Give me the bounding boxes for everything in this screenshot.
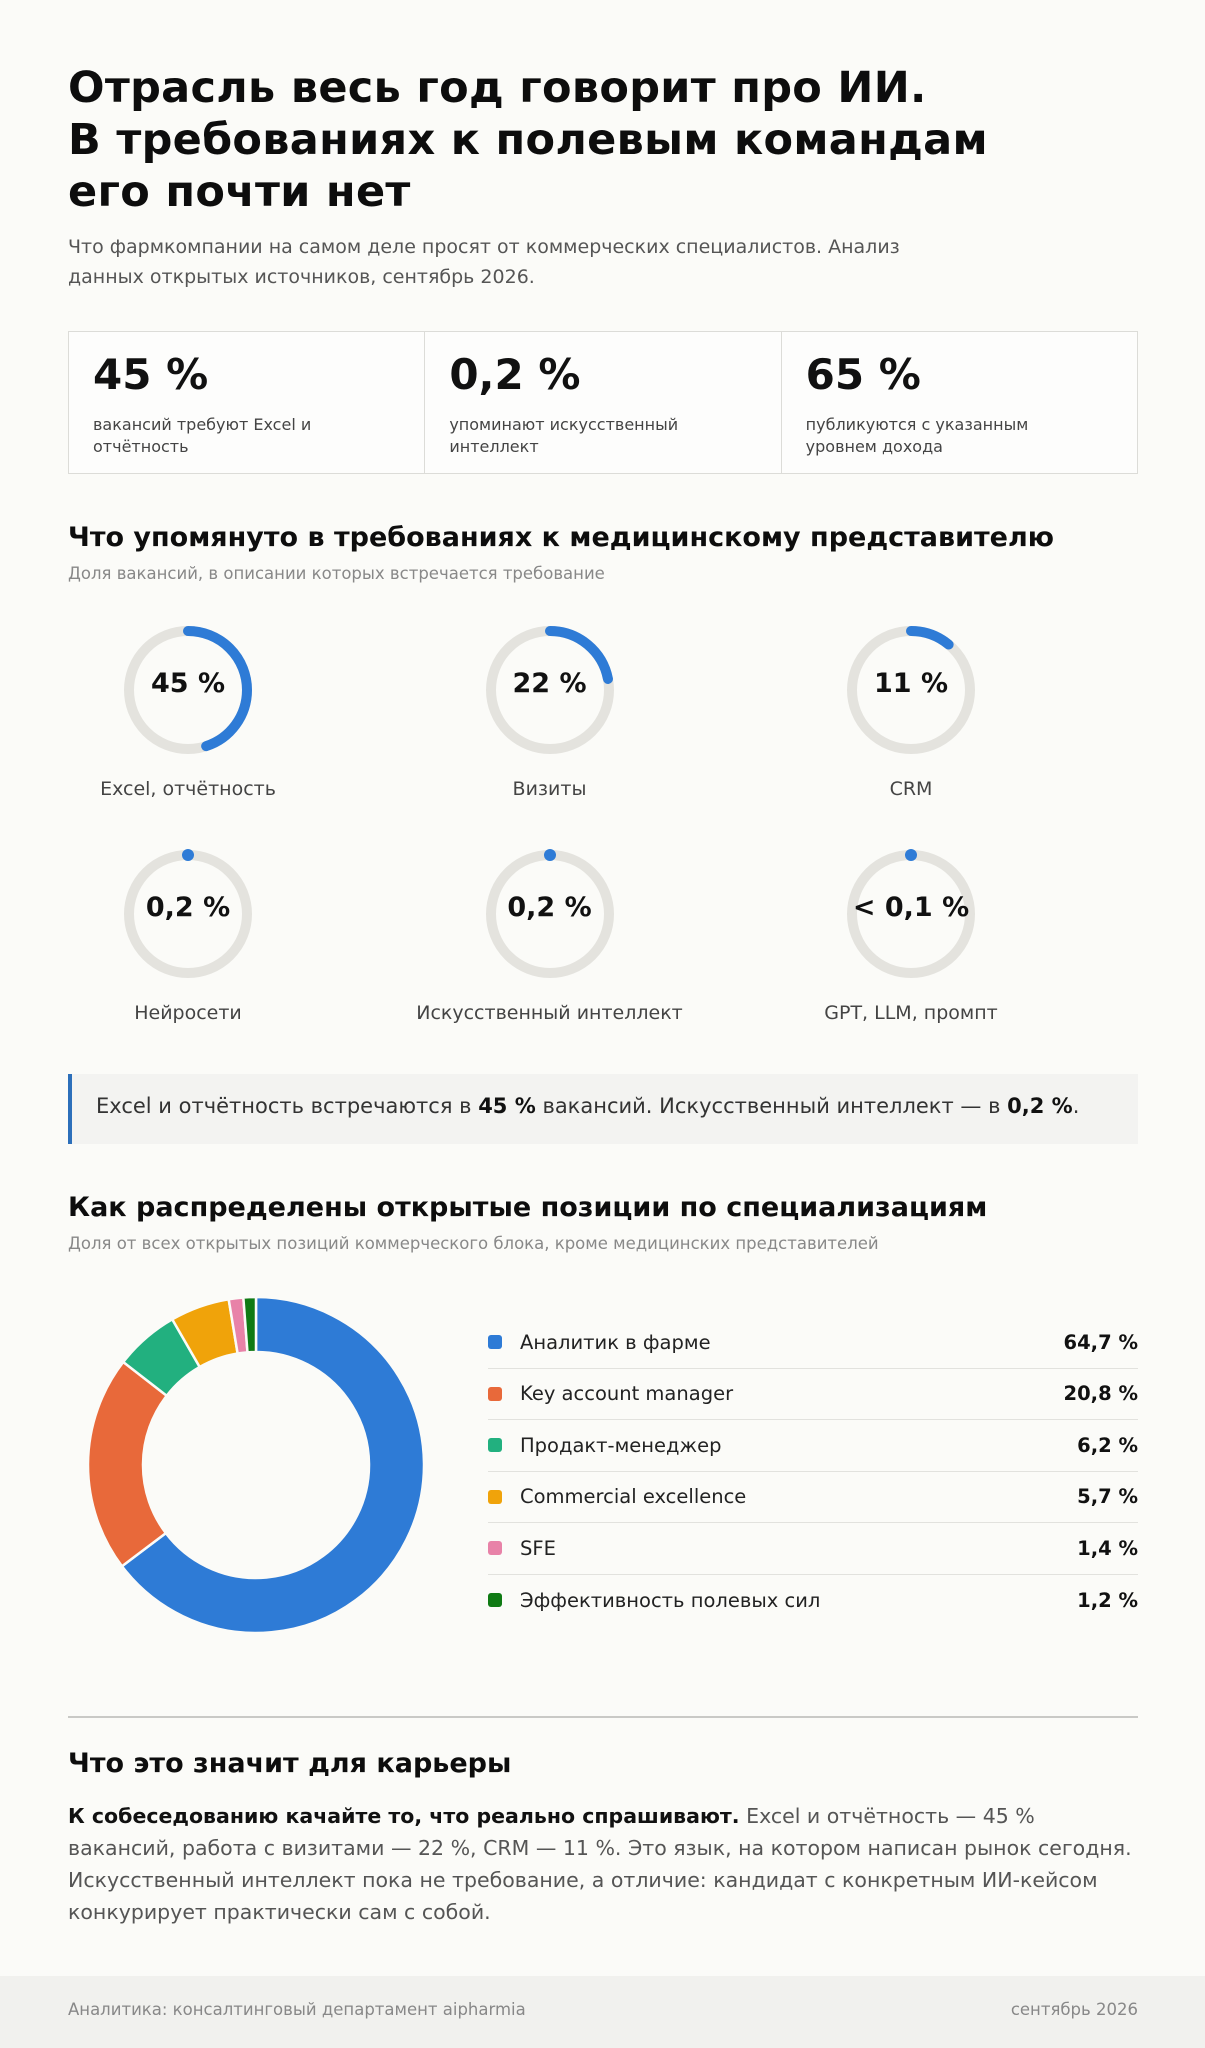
positions-donut-chart [68, 1295, 1138, 1665]
legend-row [488, 1472, 1138, 1524]
ring-label: Визиты [512, 778, 587, 800]
stat-label: вакансий требуют Excel и отчётность [93, 415, 312, 456]
legend-label: Эффективность полевых сил [520, 1588, 821, 1612]
legend-row [488, 1369, 1138, 1421]
ring-arc [905, 849, 917, 861]
callout-text: . [1072, 1094, 1080, 1118]
legend-row [488, 1317, 1138, 1369]
section-title-career: Что это значит для карьеры [68, 1748, 512, 1779]
legend-value: 1,2 % [1077, 1588, 1138, 1612]
legend-swatch [488, 1387, 502, 1401]
legend-label: Продакт-менеджер [520, 1433, 722, 1457]
legend-value: 6,2 % [1077, 1433, 1138, 1457]
career-lead: К собеседованию качайте то, что реально спрашивают. [68, 1804, 740, 1828]
ring-item [370, 844, 730, 1024]
callout-strong-excel: 45 % [478, 1094, 536, 1118]
ring-label: Excel, отчётность [100, 778, 276, 800]
ring-item [731, 844, 1091, 1024]
legend-swatch [488, 1541, 502, 1555]
section-subtitle-positions: Доля от всех открытых позиций коммерческого блока, кроме медицинских представителей [68, 1234, 879, 1253]
callout-text: Excel и отчётность встречаются в [96, 1094, 479, 1118]
stats-panel [68, 331, 1138, 474]
ring-arc [182, 849, 194, 861]
legend-value: 1,4 % [1077, 1536, 1138, 1560]
ring-value: 0,2 % [507, 892, 592, 923]
callout-box [68, 1074, 1138, 1144]
ring-item [8, 844, 368, 1024]
career-paragraph [68, 1800, 1138, 1928]
ring-value: < 0,1 % [852, 892, 970, 923]
legend-swatch [488, 1438, 502, 1452]
donut-svg [86, 1295, 426, 1635]
footer-date: сентябрь 2026 [1010, 2000, 1138, 2019]
legend-row [488, 1523, 1138, 1575]
career-text: Excel и отчётность — 45 % вакансий, работа с визитами — 22 %, CRM — 11 %. Это язык, на котором написан рынок сегодня. Искусственный интеллект пока не требование, а отличие: кандидат с конкретным ИИ-кейсом конкурирует практически сам с собой. [68, 1804, 1132, 1924]
requirements-rings-chart [68, 620, 1138, 1040]
stat-value: 0,2 % [449, 350, 581, 399]
ring-item [8, 620, 368, 800]
legend-label: Commercial excellence [520, 1485, 747, 1509]
legend-swatch [488, 1490, 502, 1504]
legend-label: SFE [520, 1536, 556, 1560]
section-title-requirements: Что упомянуто в требованиях к медицинскому представителю [68, 522, 1055, 553]
title-line-2: В требованиях к полевым командам [68, 115, 988, 165]
title-line-1: Отрасль весь год говорит про ИИ. [68, 63, 927, 113]
stat-value: 65 % [805, 350, 921, 399]
donut-slice [88, 1362, 167, 1566]
legend-swatch [488, 1593, 502, 1607]
legend-row [488, 1575, 1138, 1627]
ring-item [370, 620, 730, 800]
stat-label: упоминают искусственный интеллект [449, 415, 679, 456]
ring-item [731, 620, 1091, 800]
legend-swatch [488, 1335, 502, 1349]
callout-strong-ai: 0,2 % [1007, 1094, 1073, 1118]
stat-card-excel [69, 332, 425, 473]
footer [0, 1976, 1205, 2048]
ring-value: 11 % [873, 668, 949, 699]
ring-label: Искусственный интеллект [416, 1002, 683, 1024]
chart-legend [488, 1317, 1138, 1626]
callout-text: вакансий. Искусственный интеллект — в [535, 1094, 1008, 1118]
legend-label: Аналитик в фарме [520, 1330, 711, 1354]
stat-card-ai [425, 332, 781, 473]
legend-value: 64,7 % [1063, 1330, 1138, 1354]
stat-label: публикуются с указанным уровнем дохода [805, 415, 1029, 456]
ring-label: Нейросети [134, 1002, 242, 1024]
title-line-3: его почти нет [68, 167, 411, 217]
legend-value: 20,8 % [1063, 1382, 1138, 1406]
footer-source: Аналитика: консалтинговый департамент aipharmia [68, 2000, 526, 2019]
ring-label: CRM [889, 778, 933, 800]
legend-label: Key account manager [520, 1382, 734, 1406]
ring-value: 22 % [512, 668, 587, 699]
stat-card-income [782, 332, 1137, 473]
section-divider [68, 1716, 1138, 1718]
page-subtitle: Что фармкомпании на самом деле просят от коммерческих специалистов. Анализ данных открытых источников, сентябрь 2026. [68, 236, 900, 288]
ring-value: 0,2 % [145, 892, 231, 923]
stat-value: 45 % [93, 350, 209, 399]
legend-row [488, 1420, 1138, 1472]
section-title-positions: Как распределены открытые позиции по специализациям [68, 1192, 988, 1223]
section-subtitle-requirements: Доля вакансий, в описании которых встречается требование [68, 564, 605, 583]
ring-value: 45 % [150, 668, 226, 699]
page-title [68, 62, 1138, 218]
ring-arc [544, 849, 556, 861]
ring-label: GPT, LLM, промпт [824, 1002, 998, 1024]
legend-value: 5,7 % [1077, 1485, 1138, 1509]
